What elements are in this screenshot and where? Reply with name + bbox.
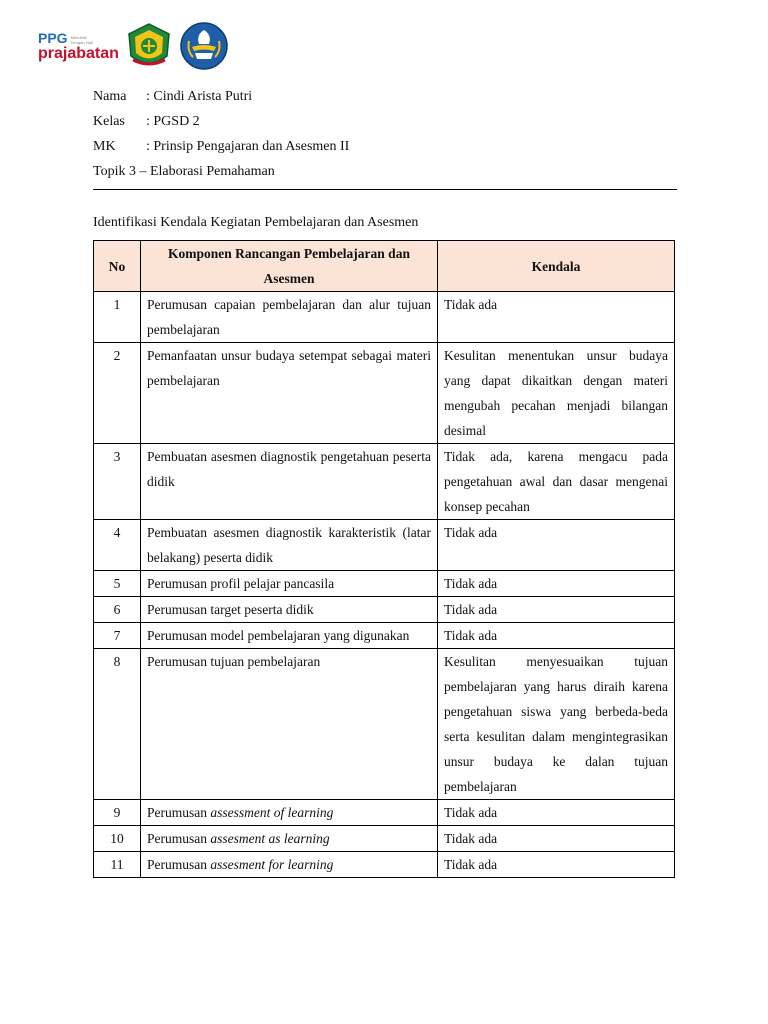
topic-title: Topik 3 – Elaborasi Pemahaman (93, 164, 275, 179)
cell-komponen (141, 800, 438, 826)
table-row (94, 571, 675, 597)
table-row (94, 444, 675, 520)
info-row-kelas (93, 109, 349, 134)
tut-wuri-handayani-emblem-icon (179, 21, 229, 71)
table-header-row (94, 241, 675, 292)
cell-no: 3 (94, 444, 141, 520)
info-value: : PGSD 2 (146, 114, 200, 129)
cell-no: 5 (94, 571, 141, 597)
cell-no: 4 (94, 520, 141, 571)
cell-kendala: Kesulitan menyesuaikan tujuan pembelajaran yang harus diraih karena pengetahuan siswa yang berbeda-beda serta kesulitan dalam mengintegrasikan unsur budaya ke dalan tujuan pembelajaran (438, 649, 675, 800)
cell-kendala: Tidak ada (438, 597, 675, 623)
info-row-mk (93, 134, 349, 159)
cell-no: 1 (94, 292, 141, 343)
ppg-logo-text: PPG (38, 29, 68, 46)
info-label: Nama (93, 89, 127, 104)
cell-komponen (141, 826, 438, 852)
cell-no: 2 (94, 343, 141, 444)
table-row (94, 826, 675, 852)
cell-komponen: Pembuatan asesmen diagnostik karakteristik (latar belakang) peserta didik (141, 520, 438, 571)
cell-kendala: Tidak ada (438, 571, 675, 597)
cell-komponen: Pemanfaatan unsur budaya setempat sebagai materi pembelajaran (141, 343, 438, 444)
komponen-prefix: Perumusan (147, 805, 211, 820)
cell-komponen: Pembuatan asesmen diagnostik pengetahuan peserta didik (141, 444, 438, 520)
table-caption: Identifikasi Kendala Kegiatan Pembelajaran dan Asesmen (93, 215, 419, 230)
ppg-prajabatan-logo (38, 31, 119, 62)
cell-kendala: Tidak ada (438, 852, 675, 878)
cell-komponen: Perumusan profil pelajar pancasila (141, 571, 438, 597)
cell-no: 7 (94, 623, 141, 649)
info-label: MK (93, 139, 116, 154)
cell-komponen: Perumusan tujuan pembelajaran (141, 649, 438, 800)
info-value: : Cindi Arista Putri (146, 89, 253, 104)
table-row (94, 292, 675, 343)
cell-kendala: Tidak ada (438, 623, 675, 649)
header-no: No (94, 241, 141, 292)
cell-no: 6 (94, 597, 141, 623)
komponen-prefix: Perumusan (147, 831, 211, 846)
prajabatan-logo-text: prajabatan (38, 44, 119, 62)
cell-komponen: Perumusan capaian pembelajaran dan alur tujuan pembelajaran (141, 292, 438, 343)
table-row (94, 852, 675, 878)
cell-komponen (141, 852, 438, 878)
komponen-italic: assesment as learning (210, 831, 330, 846)
table-row (94, 520, 675, 571)
cell-kendala: Tidak ada (438, 800, 675, 826)
header-logos (38, 18, 229, 74)
cell-kendala: Tidak ada (438, 520, 675, 571)
cell-no: 8 (94, 649, 141, 800)
info-row-nama (93, 84, 349, 109)
table-row (94, 597, 675, 623)
table-row (94, 649, 675, 800)
university-emblem-icon (125, 22, 173, 70)
header-komponen: Komponen Rancangan Pembelajaran dan Asesmen (141, 241, 438, 292)
komponen-italic: assesment for learning (210, 857, 334, 872)
student-info (93, 84, 349, 184)
table-row (94, 343, 675, 444)
cell-kendala: Tidak ada (438, 826, 675, 852)
cell-kendala: Kesulitan menentukan unsur budaya yang dapat dikaitkan dengan materi mengubah pecahan menjadi bilangan desimal (438, 343, 675, 444)
cell-komponen: Perumusan model pembelajaran yang digunakan (141, 623, 438, 649)
info-label: Kelas (93, 114, 125, 129)
cell-kendala: Tidak ada (438, 292, 675, 343)
komponen-italic: assessment of learning (210, 805, 334, 820)
cell-no: 10 (94, 826, 141, 852)
info-value: : Prinsip Pengajaran dan Asesmen II (146, 139, 350, 154)
ppg-logo-tagline: Mendidik Dengan Hati (70, 34, 93, 45)
table-row (94, 800, 675, 826)
cell-komponen: Perumusan target peserta didik (141, 597, 438, 623)
cell-kendala: Tidak ada, karena mengacu pada pengetahuan awal dan dasar mengenai konsep pecahan (438, 444, 675, 520)
header-kendala: Kendala (438, 241, 675, 292)
divider (93, 189, 677, 190)
kendala-table (93, 240, 675, 878)
table-row (94, 623, 675, 649)
komponen-prefix: Perumusan (147, 857, 211, 872)
cell-no: 9 (94, 800, 141, 826)
cell-no: 11 (94, 852, 141, 878)
